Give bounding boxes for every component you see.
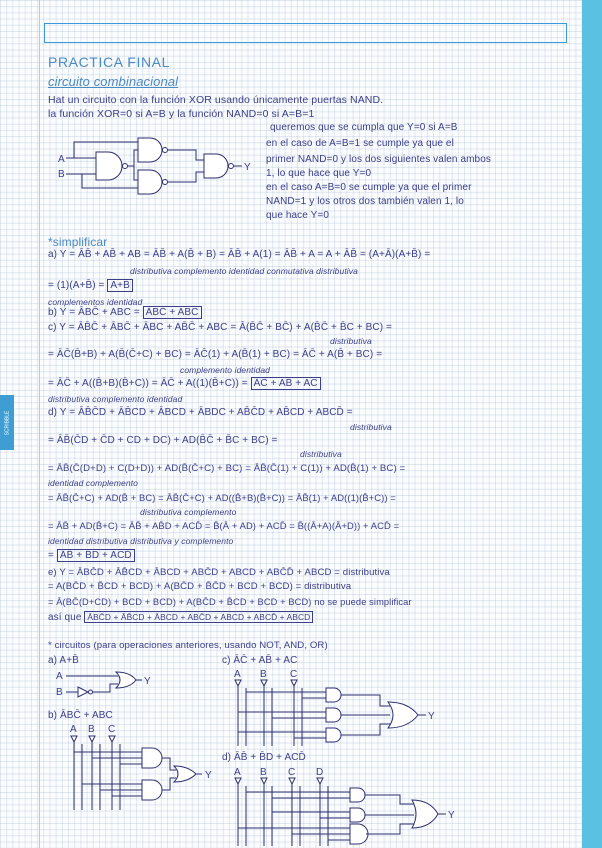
- circuit-a-output: Y: [144, 676, 151, 687]
- or-gate: [412, 800, 438, 828]
- expr-e-line-1: e) Y = ĀBC̄D + ĀB̄CD + ĀBCD + ABC̄D + ABCD + ABC̄D̄ + ABCD = distributiva: [48, 567, 390, 578]
- or-gate: [116, 672, 136, 688]
- expr-a-line-1: a) Y = ĀB̄ + AB̄ + AB = ĀB̄ + A(B̄ + B) = ĀB̄ + A(1) = ĀB̄ + A = A + ĀB̄ = (A+Ā)(A+B̄) =: [48, 249, 431, 260]
- and-gate: [142, 748, 162, 768]
- side-tab: [0, 395, 14, 450]
- or-gate: [174, 766, 196, 782]
- expr-e-line-3: = Ā(BC̄(D+CD) + BCD + BCD) + A(BC̄D + B̄CD + BCD + BCD) no se puede simplificar: [48, 597, 412, 607]
- expr-d-line-6-row: [48, 550, 135, 562]
- circuit-c-label: c) ĀC̄ + AB̄ + AC: [222, 655, 298, 666]
- circuit-b-output: Y: [205, 770, 212, 781]
- expr-d-line-3: = ĀB̄(C̄(D+D) + C(D+D)) + AD(B̄(C̄+C) + BC) = ĀB̄(C̄(1) + C(1)) + AD(B̄(1) + BC) =: [48, 463, 406, 474]
- intro-line-1: Hat un circuito con la función XOR usando únicamente puertas NAND.: [48, 94, 384, 106]
- expr-c-line-3-row: [48, 378, 321, 390]
- circuit-a-input-b: B: [56, 687, 63, 698]
- expr-a-notes-1: distributiva complemento identidad conmutativa distributiva: [130, 266, 358, 276]
- circuit-a-label: a) A+B̄: [48, 655, 79, 666]
- circuit-d-input-a: A: [234, 767, 241, 778]
- explanation-line: primer NAND=0 y los dos siguientes valen ambos: [266, 154, 491, 165]
- circuit-c-input-b: B: [260, 669, 267, 680]
- explanation-line: en el caso de A=B=1 se cumple ya que el: [266, 138, 454, 149]
- circuit-b-label: b) ĀBC̄ + ABC: [48, 710, 113, 721]
- expr-d-result: ĀB̄ + B̄D + ACD̄: [57, 549, 135, 562]
- circuit-b-input-b: B: [88, 724, 95, 735]
- circuit-c: [230, 668, 460, 748]
- nand-gate-2: [138, 138, 162, 162]
- and-gate: [326, 728, 341, 742]
- expr-d-line-6: =: [48, 550, 57, 561]
- and-gate: [142, 780, 162, 800]
- nand-gate-4: [204, 154, 228, 178]
- page-subtitle: circuito combinacional: [48, 74, 179, 89]
- xor-nand-circuit: [56, 134, 256, 196]
- expr-d-line-1: d) Y = ĀB̄C̄D + ĀB̄CD + ĀBCD + ĀBDC + AB̄C̄D + AB̄CD + ABCD̄ =: [48, 407, 353, 418]
- circuits-heading: * circuitos (para operaciones anteriores, usando NOT, AND, OR): [48, 640, 328, 651]
- circuit-d-input-b: B: [260, 767, 267, 778]
- expr-d-notes-4: distributiva complemento: [140, 507, 237, 517]
- circuit-b-input-a: A: [70, 724, 77, 735]
- and-gate: [350, 788, 365, 802]
- expr-e-line-4: así que: [48, 612, 85, 623]
- explanation-line: en el caso A=B=0 se cumple ya que el primer: [266, 182, 472, 193]
- nand-gate-3: [138, 170, 162, 194]
- expr-c-notes-2: complemento identidad: [180, 365, 270, 375]
- expr-d-line-4: = ĀB̄(C̄+C) + AD(B̄ + BC) = ĀB̄(C̄+C) + AD((B̄+B)(B̄+C)) = ĀB̄(1) + AD((1)(B̄+C)) =: [48, 492, 396, 503]
- expr-a-line-2-row: [48, 280, 133, 292]
- circuit-a-input-a: A: [56, 671, 63, 682]
- expr-b-line: b) Y = ĀBC̄ + ABC =: [48, 307, 143, 318]
- side-tab-text: SCRIBBLE: [4, 410, 11, 435]
- expr-a-line-2: = (1)(A+B̄) =: [48, 280, 108, 291]
- circuit-b-input-c: C: [108, 724, 116, 735]
- margin-line: [39, 0, 40, 848]
- not-gate: [78, 687, 88, 697]
- expr-d-notes-1: distributiva: [350, 422, 392, 432]
- expr-c-notes-1: distributiva: [330, 336, 372, 346]
- expr-d-line-5: = ĀB̄ + AD(B̄+C) = ĀB̄ + AB̄D + ACD̄ = B̄(Ā + AD) + ACD̄ = B̄((Ā+A)(Ā+D)) + ACD̄ =: [48, 520, 400, 531]
- expr-c-notes-3: distributiva complemento identidad: [48, 394, 183, 404]
- input-label-a: A: [58, 154, 65, 165]
- expr-d-notes-5: identidad distributiva distributiva y complemento: [48, 536, 234, 546]
- and-gate: [326, 708, 341, 722]
- circuit-c-input-a: A: [234, 669, 241, 680]
- or-gate: [388, 702, 418, 728]
- explanation-line: NAND=1 y los otros dos también valen 1, lo: [266, 196, 464, 207]
- expr-a-result: A+B̄: [107, 279, 132, 292]
- and-gate: [326, 688, 341, 702]
- expr-d-notes-3: identidad complemento: [48, 478, 138, 488]
- expr-e-result: ĀBC̄D + ĀB̄CD + ĀBCD + ABC̄D + ABCD + ABCD̄ + ABCD: [84, 611, 313, 623]
- expr-c-result: ĀC̄ + AB̄ + AC: [251, 377, 321, 390]
- circuit-c-input-c: C: [290, 669, 298, 680]
- circuit-d-label: d) ĀB̄ + B̄D + ACD̄: [222, 752, 306, 763]
- expr-a-notes-2: complementos identidad: [48, 297, 143, 307]
- expr-c-line-2: = ĀC̄(B̄+B) + A(B̄(C̄+C) + BC) = ĀC̄(1) + A(B̄(1) + BC) = ĀC̄ + A(B̄ + BC) =: [48, 349, 383, 360]
- circuit-d-input-c: C: [288, 767, 296, 778]
- explanation-line: 1, lo que hace que Y=0: [266, 168, 372, 179]
- and-gate: [350, 808, 365, 822]
- expr-c-line-1: c) Y = ĀB̄C̄ + ĀBC̄ + ĀBC + AB̄C̄ + ABC = Ā(B̄C̄ + BC̄) + A(B̄C̄ + B̄C + BC) =: [48, 322, 392, 333]
- expr-e-line-4-row: [48, 611, 313, 624]
- expr-e-line-2: = A(BC̄D + B̄CD + BCD) + A(BC̄D + B̄C̄D + BCD + BCD) = distributiva: [48, 581, 352, 592]
- page-title: PRACTICA FINAL: [48, 54, 170, 70]
- output-label-y: Y: [244, 162, 251, 173]
- expr-b-result: ĀBC̄ + ABC: [143, 306, 202, 319]
- circuit-a: [56, 668, 156, 698]
- nand-gate-1: [96, 152, 122, 180]
- expr-b-row: [48, 307, 202, 319]
- intro-line-2: la función XOR=0 si A=B y la función NAND=0 si A=B=1: [48, 108, 315, 120]
- header-box: [44, 23, 567, 43]
- circuit-d-output: Y: [448, 810, 455, 821]
- notebook-edge-band: [582, 0, 602, 848]
- explanation-line: queremos que se cumpla que Y=0 si A=B: [270, 122, 458, 133]
- and-gate: [350, 824, 368, 844]
- input-label-b: B: [58, 169, 65, 180]
- circuit-c-output: Y: [428, 711, 435, 722]
- simplify-heading: *simplificar: [48, 235, 108, 249]
- circuit-b: [62, 722, 222, 812]
- expr-c-line-3: = ĀC̄ + A((B̄+B)(B̄+C)) = ĀC̄ + A((1)(B̄+C)) =: [48, 378, 251, 389]
- circuit-d-input-d: D: [316, 767, 324, 778]
- explanation-line: que hace Y=0: [266, 210, 330, 221]
- circuit-d: [230, 766, 470, 848]
- expr-d-line-2: = ĀB̄(C̄D + C̄D + CD + DC) + AD(B̄C̄ + B̄C + BC) =: [48, 435, 278, 446]
- expr-d-notes-2: distributiva: [300, 449, 342, 459]
